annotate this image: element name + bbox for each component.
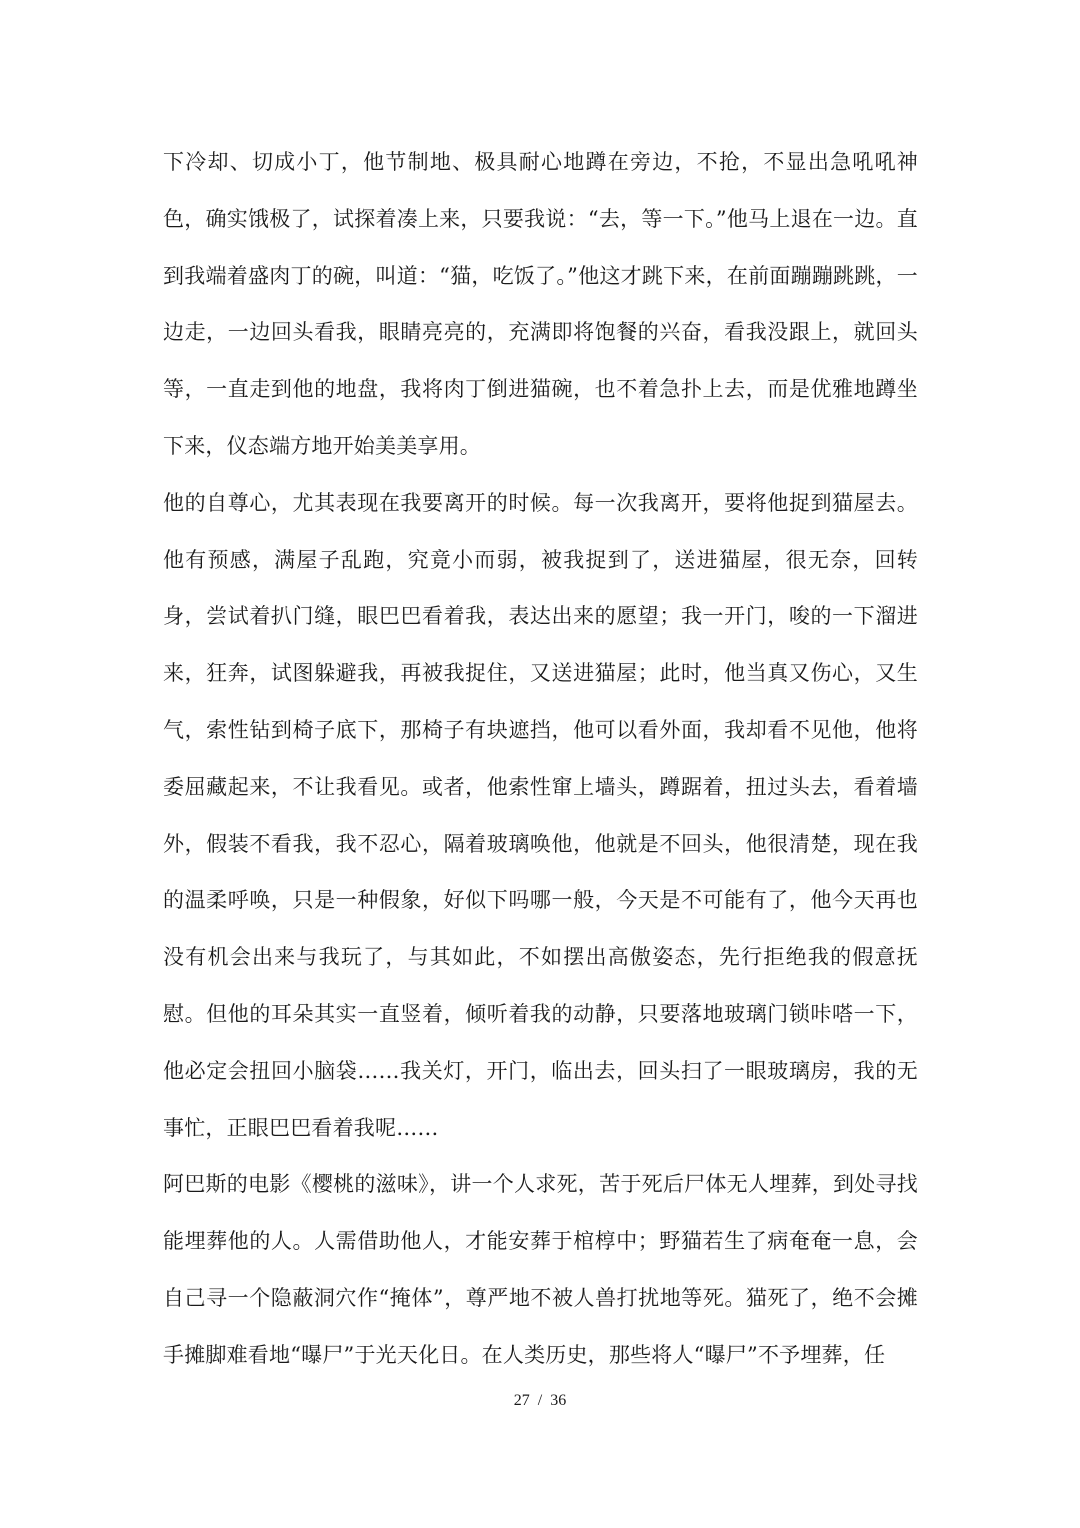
paragraph-3: 阿巴斯的电影《樱桃的滋味》，讲一个人求死，苦于死后尸体无人埋葬，到处寻找能埋葬他的人。人需借助他人，才能安葬于棺椁中；野猫若生了病奄奄一息，会自己寻一个隐蔽洞穴作“掩体”，尊严地不被人兽打扰地等死。猫死了，绝不会摊手摊脚难看地“曝尸”于光天化日。在人类历史，那些将人“曝尸”不予埋葬，任 <box>163 1172 918 1367</box>
paragraph-1: 下冷却、切成小丁，他节制地、极具耐心地蹲在旁边，不抢，不显出急吼吼神色，确实饿极了，试探着凑上来，只要我说：“去，等一下。”他马上退在一边。直到我端着盛肉丁的碗，叫道：“猫，吃饭了。”他这才跳下来，在前面蹦蹦跳跳，一边走，一边回头看我，眼睛亮亮的，充满即将饱餐的兴奋，看我没跟上，就回头等，一直走到他的地盘，我将肉丁倒进猫碗，也不着急扑上去，而是优雅地蹲坐下来，仪态端方地开始美美享用。 <box>163 150 918 458</box>
body-text <box>163 134 918 1384</box>
paragraph-2: 他的自尊心，尤其表现在我要离开的时候。每一次我离开，要将他捉到猫屋去。他有预感，满屋子乱跑，究竟小而弱，被我捉到了，送进猫屋，很无奈，回转身，尝试着扒门缝，眼巴巴看着我，表达出来的愿望；我一开门，唆的一下溜进来，狂奔，试图躲避我，再被我捉住，又送进猫屋；此时，他当真又伤心，又生气，索性钻到椅子底下，那椅子有块遮挡，他可以看外面，我却看不见他，他将委屈藏起来，不让我看见。或者，他索性窜上墙头，蹲踞着，扭过头去，看着墙外，假装不看我，我不忍心，隔着玻璃唤他，他就是不回头，他很清楚，现在我的温柔呼唤，只是一种假象，好似下吗哪一般，今天是不可能有了，他今天再也没有机会出来与我玩了，与其如此，不如摆出高傲姿态，先行拒绝我的假意抚慰。但他的耳朵其实一直竖着，倾听着我的动静，只要落地玻璃门锁咔嗒一下，他必定会扭回小脑袋……我关灯，开门，临出去，回头扫了一眼玻璃房，我的无事忙，正眼巴巴看着我呢…… <box>163 490 918 1140</box>
page-number: 27 / 36 <box>513 1392 567 1409</box>
